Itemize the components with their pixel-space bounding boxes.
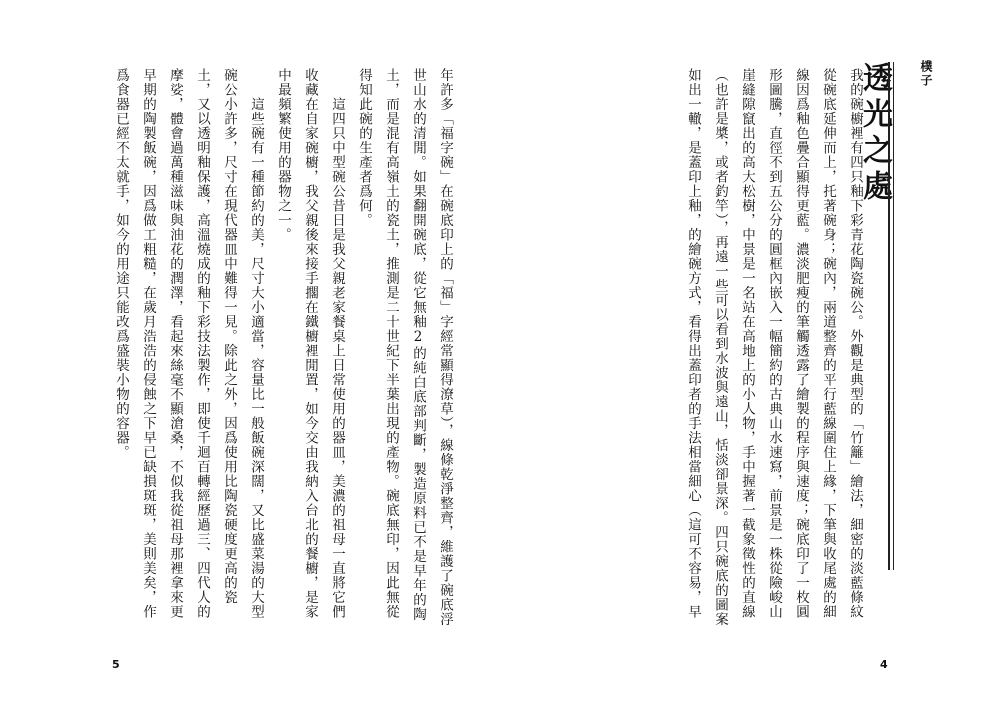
right-page-number: 4 xyxy=(880,658,888,671)
right-page xyxy=(500,0,1000,710)
right-page-body: 我的碗櫥裡有四只釉下彩青花陶瓷碗公。外觀是典型的「竹籬」繪法，細密的淡藍條紋從碗底延伸而上，托著碗身；碗內，兩道整齊的平行藍線圍住上緣，下筆與收尾處的細線因爲釉色疊合顯得更藍。濃淡肥瘦的筆觸透露了繪製的程序與速度；碗底印了一枚圓形圖騰，直徑不到五公分的圓框內嵌入一幅簡約的古典山水速寫，前景是一株從險峻山崖縫隙竄出的高大松樹，中景是一名站在高地上的小人物，手中握著一截象徵性的直線（也許是槳，或者釣竿），再遠一些可以看到水波與遠山，恬淡卻景深。四只碗底的圖案如出一轍，是蓋印上釉，的繪碗方式，看得出蓋印者的手法相當細心（這可不容易，早 xyxy=(685,68,863,627)
left-page-body: 年許多「福字碗」在碗底印上的「福」字經常顯得潦草），線條乾淨整齊，維護了碗底浮世山水的清閒。如果翻開碗底，從它無釉2的純白底部判斷，製造原料已不是早年的陶土，而是混有高嶺土的瓷土，推測是二十世紀下半葉出現的產物。碗底無印，因此無從得知此碗的生產者爲何。 這四只中型碗公昔日是我父親老家餐桌上日常使用的器皿，美濃的祖母一直將它們收藏在自家碗櫥，我父親後來接手擱在鐵櫥裡閒置，如今交由我納入台北的餐櫥，是家中最頻繁使用的器物之一。 這些碗有一種節約的美，尺寸大小適當，容量比一般飯碗深闊，又比盛菜湯的大型碗公小許多，尺寸在現代器皿中難得一見。除此之外，因爲使用比陶瓷硬度更高的瓷土，又以透明釉保護，高溫燒成的釉下彩技法製作，即使千迴百轉經歷過三、四代人的摩娑，體會過萬種滋味與油花的潤澤，看起來絲毫不顯滄桑，不似我從祖母那裡拿來更早期的陶製飯碗，因爲做工粗糙，在歲月浩浩的侵蝕之下早已缺損斑斑，美則美矣，作爲食器已經不太就手，如今的用途只能改爲盛裝小物的容器。 xyxy=(113,68,453,627)
essay-title: 透光之處 xyxy=(857,62,892,206)
left-page-number: 5 xyxy=(112,658,120,671)
title-divider xyxy=(888,62,912,570)
author-name: 樸子 xyxy=(919,60,933,88)
